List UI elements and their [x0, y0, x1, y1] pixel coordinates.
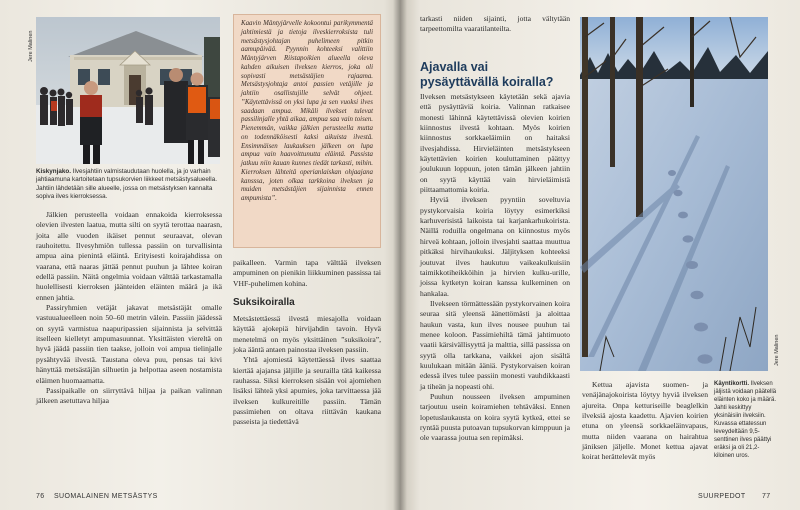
col2-paragraph: Metsästettäessä ilvestä miesajolla voidaan käyttää ajokepiä hirvijahdin tavoin. Hyvä menetelmä on myös yksittäinen ”suksikoira”, joka ääntä antaen painostaa ilveksen passiin.	[233, 314, 381, 355]
left-column-2	[233, 258, 381, 428]
hunters-photo-image	[36, 17, 220, 164]
left-folio	[36, 493, 158, 500]
left-column-1	[36, 210, 222, 407]
page-number-left: 76	[36, 493, 45, 500]
col3-paragraph: Ilveksen metsästykseen käytetään sekä ajavia että pysäyttäviä koiria. Valinnan ratkaisee monesti lähinnä käytettävissä olevien koirien kiinnostus ilvestä kohtaan. Myös koirien kiinnostus sorkkaeläimiin on haitaksi ilvesjahdissa. Hirvieläinten metsästykseen käytettävien koirien kouluttaminen päättyy joulukuun loppuun, joten tämän jälkeen jahtiin on syytä käyttää vain hirvieläimistä piittaamattomia koiria.	[420, 92, 570, 195]
page-gutter	[393, 0, 407, 510]
right-column-3	[420, 92, 570, 444]
col2-lead-paragraph: paikalleen. Varmin tapa välttää ilveksen ampuminen on pienikin liikkuminen passissa tai VHF-puhelimen kohina.	[233, 258, 381, 288]
hunters-caption-text: Ilves​jahtiin valmistaudutaan huolella, ja jo varhain jahtiaamuna kartoitetaan tupsukorvien liikkeet metsästysalueella. Jahtiin lähdetään sille alueelle, jossa on metsästyksen kannalta sopiva ilves kierroksessa.	[36, 168, 217, 201]
hunters-photo	[36, 17, 220, 164]
col2-paragraph: Yhtä ajomiestä käytettäessä ilves saattaa kiertää ajajansa jäljille ja seurailla tätä kaikessa rauhassa. Siksi kierroksen sisään voi ajomiehen lisäksi lähteä yksi apumies, joka tarvittaessa jää ilveksen kulkureitille passiin. Tämän passimiehen on oltava riittävän kaukana passeista ja tiedettävä	[233, 355, 381, 427]
col3-paragraph: Hyviä ilveksen pyyntiin soveltuvia pystykorvaisia koiria löytyy esimerkiksi karhuverisistä laikoista tai karjankarhukoirista. Näillä roduilla ongelmana on kiinnostus myös hirveä kohtaan, jolloin ilvesjahti saattaa muuttua pitkäksi hirvihaukuksi. Jäljityksen kohteeksi joutuvat ilves haukutuu vaikeakulkuisiin taimikkotiheikköihin ja hirvien kulku-urille, joissa kytketyn koiran kanssa kulkeminen on hankalaa.	[420, 195, 570, 298]
right-page	[400, 0, 800, 510]
hunters-photo-credit: Jere Malinen	[28, 30, 34, 62]
section-name: SUURPEDOT	[698, 493, 746, 500]
lynx-photo-caption	[714, 380, 778, 460]
magazine-name: SUOMALAINEN METSÄSTYS	[53, 493, 158, 500]
hunters-photo-caption	[36, 168, 220, 202]
right-folio	[698, 493, 771, 500]
quote-sidebar: Kaavin Mäntyjärvelle kokoontui parikymmentä jahtimiestä ja tietoja ilveskierroksista tuli metsästysjohtajan puhelimeen pitkin aamupäivää. Pyynnin kohteeksi valittiin Mäntyjärven Riistapoikien alueella oleva kahden aikuisen ilveksen kierros, joka oli sopivasti metsästäjien rajaama. Metsästysjohtaja antoi passien vetäjille ja jahtiin osallistujille selvät ohjeet. ”Käytettävissä on yksi lupa ja sen vuoksi ilves saadaan ampua. Mikäli ilvekset tulevat passilinjalle yhtä aikaa, ampua saa vain toisen. Pienemmän, vaikka jälkien perusteella mutta on todennäköisesti kaksi aikuista ilvestä. Ensimmäisen laukauksen jälkeen on lupa ampua vain haavoittunutta eläintä. Passista jatkuu niin kauan kunnes tiedät tarkasti, mihin. Kierroksen lähteitä operianlaiskan ohjaajana kansssa, joten olkaa tarkkoina ilveksen ja muiden metsästäjien sijainnista ennen ampumista”.	[233, 14, 381, 248]
col1-paragraph: Passiryhmien vetäjät jakavat metsästäjät omalle vastuualueelleen noin 50–60 metrin välein. Passiin jäädessä on syytä varmistua naapuripassien sijainnista ja selvittää itselleen kielletyt ampumasuunnat. Yksittäisten viereltä on hyvä jäädä passiin tien taakse, jolloin voi ampua tielinjalle pysähtyvää ilvestä. Taustana oleva puu, pensas tai kivi hänyttää metsästäjän silhuetin ja helpottaa aseen nostamista eläimen huomaamatta.	[36, 303, 222, 385]
lynx-photo-credit: Jere Malinen	[774, 334, 780, 366]
col3-lead-paragraph: tarkasti niiden sijainti, jotta vältytään tarpeettomilta vaaratilanteilta.	[420, 14, 570, 34]
lynx-caption-text: Ilveksen jäljistä voidaan päätellä eläinten koko ja määrä. Jahti keskittyy yksinäisiin ilveksiin. Kuvassa ettatessun leveydeltään 9,5-senttinen ilves päättyi eräksi ja oli 21,2-kiloinen uros.	[714, 381, 777, 459]
section-heading-suksikoiralla: Suksikoiralla	[233, 297, 295, 309]
col3-paragraph: Ilvekseen törmättessään pystykorvainen koira seuraa sitä yleensä äänettömästi ja aloittaa haukun vasta, kun ilves nousee puuhun tai menee koloon. Passimiehiltä tämä jahtimuoto vaatii kärsivällisyyttä ja malttia, sillä passissa on syytä olla tarkkana, vaikkei ajon sisältä kuulukaan mitään ääniä. Pystykorvaisen koiran edessä ilves tulee passiin monesti vauhdikkaasti ja tiheän ja nopeasti ohi.	[420, 298, 570, 391]
col4-paragraph: Kettua ajavista suomen- ja venäjänajokoirista löytyy hyviä ilveksen ajureita. Onpa ketturiseille beaglelkin ilveksiä ajosta kaadettu. Ajavien koirien etuna on yleensä sorkkaeläinvapaus, mutta niiden vaarana on hairahtua jäniksen jäljelle. Monet kettua ajavat koirat herättelevät myös	[582, 380, 708, 462]
col3-paragraph: Puuhun nousseen ilveksen ampuminen tarjoutuu usein koiramiehen tehtäväksi. Ennen lopetuslaukausta on koira syytä kytkeä, ettei se ryntää puusta putoavan tupsukorvan kimppuun ja ole vaarassa joutua sen repimäksi.	[420, 391, 570, 443]
lynx-caption-lead: Käyntikortti.	[714, 381, 750, 387]
hunters-caption-lead: Kiskynjako.	[36, 168, 71, 175]
right-column-lead	[420, 14, 570, 35]
right-column-4	[582, 380, 708, 463]
col1-paragraph: Jälkien perusteella voidaan ennakoida kierroksessa olevien ilvesten laatua, mutta silti on syytä terottaa naarasn, joita alle vuoden ikäiset pennut seuraavat, olevan rauhoitettu. Ilvesyhmiön tullessa passiin on turvallisinta ampua aina pienintä eläintä. Erityisesti koirajahdissa on vaarana, että naaras jättää pennut puuhun ja lähtee koiran edellä passiin. Näitä ongelmia voidaan välttää tarkastamalla huolellisesti kierroksen jäänteiden eläinten määrä ja ikä ennen jahtia.	[36, 210, 222, 302]
lynx-tracks-image	[580, 17, 768, 371]
section-heading-dogs: Ajavalla vai pysäyttävällä koiralla?	[420, 60, 554, 89]
page-number-right: 77	[761, 493, 771, 500]
lynx-tracks-photo	[580, 17, 768, 371]
col1-paragraph: Passipaikalle on siirryttävä hiljaa ja paikan valinnan jälkeen asetuttava hiljaa	[36, 385, 222, 406]
